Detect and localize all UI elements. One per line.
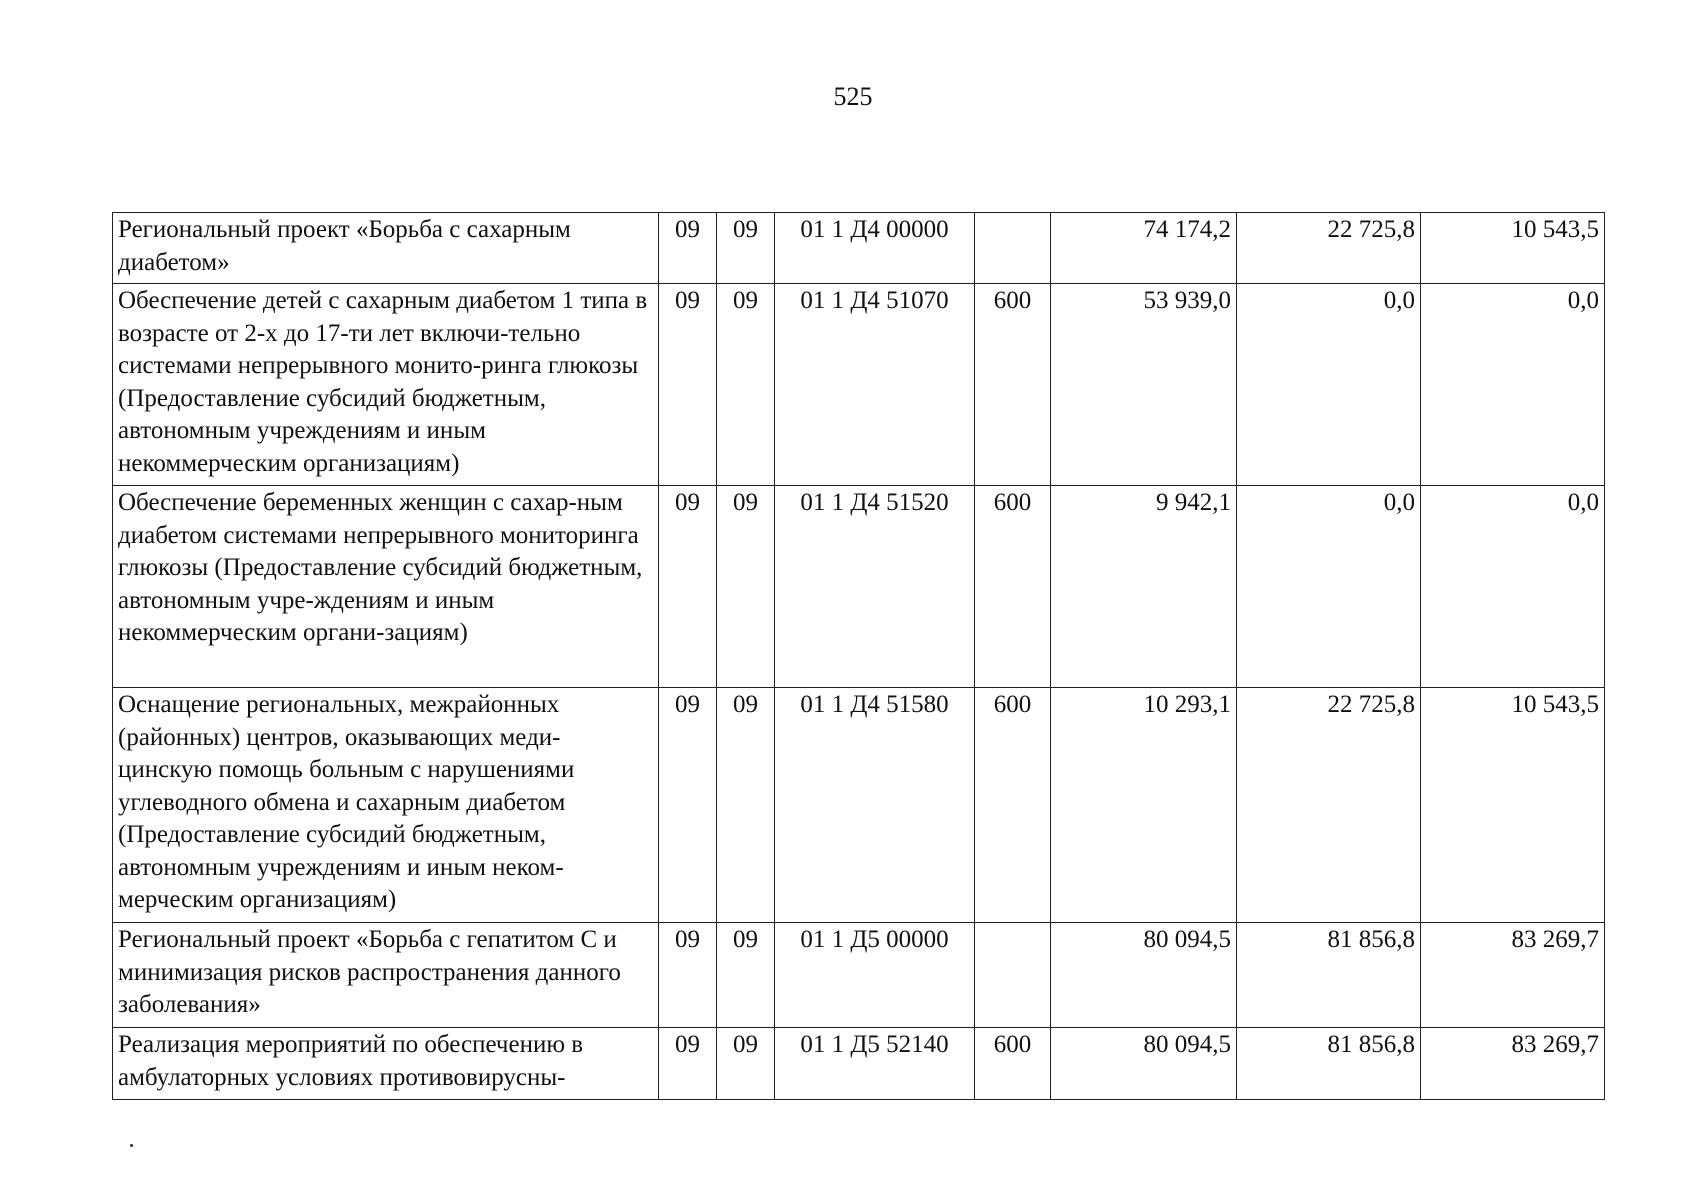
row-name: Обеспечение детей с сахарным диабетом 1 типа в возрасте от 2-х до 17-ти лет включи-тельно системами непрерывного монито-ринга глюкозы (Предоставление субсидий бюджетным, автономным учреждениям и иным некоммерческим организациям) — [113, 284, 659, 486]
amount-year1: 9 942,1 — [1051, 486, 1237, 688]
target-article-code: 01 1 Д5 52140 — [775, 1028, 975, 1100]
amount-year3: 83 269,7 — [1421, 923, 1605, 1028]
section-code: 09 — [659, 486, 717, 688]
target-article-code: 01 1 Д4 00000 — [775, 213, 975, 284]
table-row — [113, 213, 1605, 284]
amount-year1: 80 094,5 — [1051, 1028, 1237, 1100]
subsection-code: 09 — [717, 923, 775, 1028]
amount-year3: 10 543,5 — [1421, 213, 1605, 284]
section-code: 09 — [659, 284, 717, 486]
budget-table — [112, 212, 1605, 1100]
expense-type-code — [975, 213, 1051, 284]
amount-year3: 10 543,5 — [1421, 688, 1605, 923]
subsection-code: 09 — [717, 486, 775, 688]
amount-year3: 0,0 — [1421, 284, 1605, 486]
target-article-code: 01 1 Д4 51520 — [775, 486, 975, 688]
table-row — [113, 486, 1605, 688]
section-code: 09 — [659, 1028, 717, 1100]
row-name: Региональный проект «Борьба с гепатитом С и минимизация рисков распространения данного заболевания» — [113, 923, 659, 1028]
amount-year3: 83 269,7 — [1421, 1028, 1605, 1100]
row-name: Региональный проект «Борьба с сахарным диабетом» — [113, 213, 659, 284]
amount-year1: 10 293,1 — [1051, 688, 1237, 923]
table-row — [113, 688, 1605, 923]
amount-year2: 0,0 — [1237, 284, 1421, 486]
scan-speck — [130, 1144, 133, 1147]
section-code: 09 — [659, 923, 717, 1028]
target-article-code: 01 1 Д4 51070 — [775, 284, 975, 486]
amount-year1: 53 939,0 — [1051, 284, 1237, 486]
expense-type-code — [975, 923, 1051, 1028]
subsection-code: 09 — [717, 688, 775, 923]
target-article-code: 01 1 Д4 51580 — [775, 688, 975, 923]
row-name: Обеспечение беременных женщин с сахар-ным диабетом системами непрерывного мониторинга глюкозы (Предоставление субсидий бюджетным, автономным учре-ждениям и иным некоммерческим органи-зациям) — [113, 486, 659, 688]
expense-type-code: 600 — [975, 486, 1051, 688]
page-number: 525 — [833, 82, 873, 111]
amount-year2: 81 856,8 — [1237, 923, 1421, 1028]
expense-type-code: 600 — [975, 284, 1051, 486]
expense-type-code: 600 — [975, 1028, 1051, 1100]
subsection-code: 09 — [717, 1028, 775, 1100]
amount-year2: 81 856,8 — [1237, 1028, 1421, 1100]
section-code: 09 — [659, 688, 717, 923]
table-row — [113, 284, 1605, 486]
amount-year2: 22 725,8 — [1237, 213, 1421, 284]
table-row — [113, 923, 1605, 1028]
amount-year3: 0,0 — [1421, 486, 1605, 688]
row-name: Оснащение региональных, межрайонных (районных) центров, оказывающих меди-цинскую помощь больным с нарушениями углеводного обмена и сахарным диабетом (Предоставление субсидий бюджетным, автономным учреждениям и иным неком-мерческим организациям) — [113, 688, 659, 923]
amount-year2: 0,0 — [1237, 486, 1421, 688]
amount-year2: 22 725,8 — [1237, 688, 1421, 923]
section-code: 09 — [659, 213, 717, 284]
target-article-code: 01 1 Д5 00000 — [775, 923, 975, 1028]
row-name: Реализация мероприятий по обеспечению в амбулаторных условиях противовирусны- — [113, 1028, 659, 1100]
expense-type-code: 600 — [975, 688, 1051, 923]
amount-year1: 74 174,2 — [1051, 213, 1237, 284]
table-row — [113, 1028, 1605, 1100]
subsection-code: 09 — [717, 284, 775, 486]
amount-year1: 80 094,5 — [1051, 923, 1237, 1028]
subsection-code: 09 — [717, 213, 775, 284]
